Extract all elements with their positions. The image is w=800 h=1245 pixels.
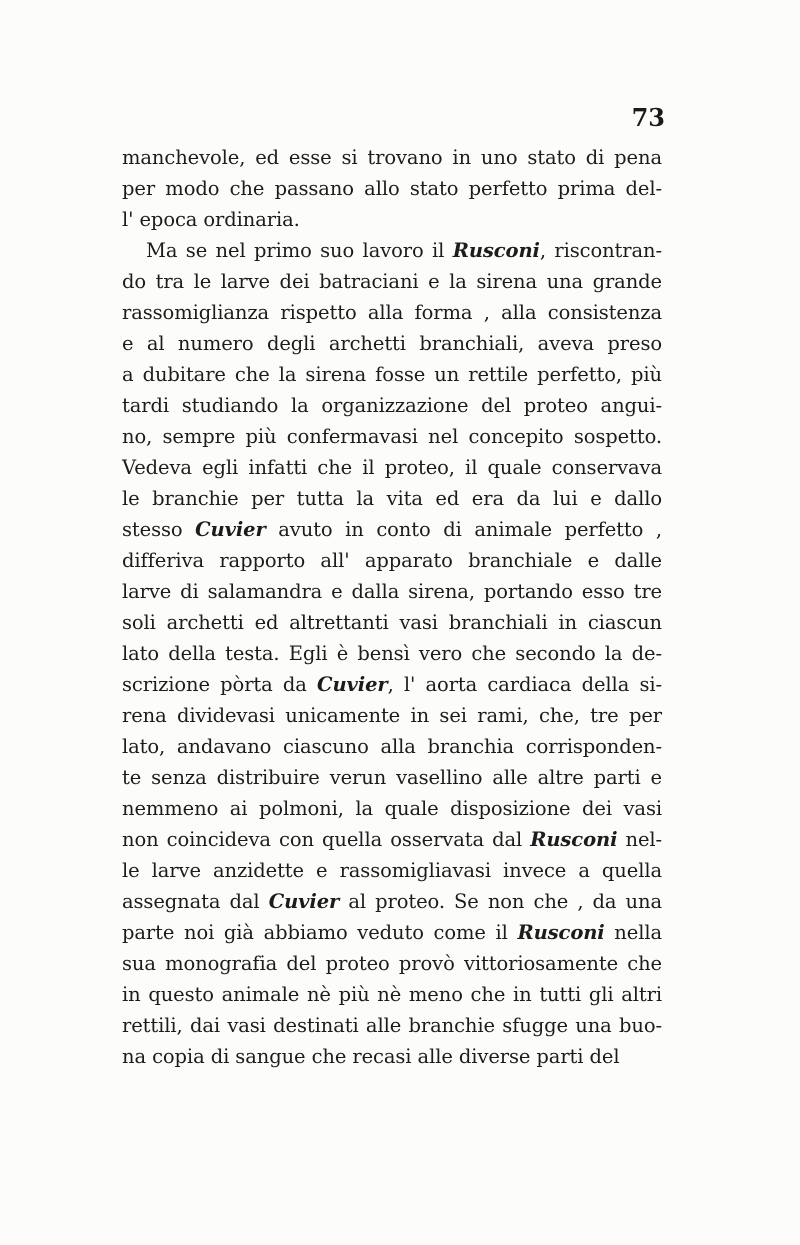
text-segment: tardi studiando la organizzazione del proteo angui- (122, 394, 662, 417)
text-segment: no, sempre più confermavasi nel concepito sospetto. (122, 425, 662, 448)
text-line (122, 514, 662, 545)
text-segment: a dubitare che la sirena fosse un rettile perfetto, più (122, 363, 662, 386)
text-line (122, 793, 662, 824)
italic-name: Cuvier (317, 673, 388, 696)
text-line (122, 979, 662, 1010)
text-segment: differiva rapporto all' apparato branchiale e dalle (122, 549, 662, 572)
text-line (122, 173, 662, 204)
text-line (122, 204, 662, 235)
text-segment: larve di salamandra e dalla sirena, portando esso tre (122, 580, 662, 603)
text-line (122, 886, 662, 917)
text-line (122, 731, 662, 762)
text-line (122, 855, 662, 886)
text-segment: rettili, dai vasi destinati alle branchie sfugge una buo- (122, 1014, 662, 1037)
text-line (122, 235, 662, 266)
text-segment: , l' aorta cardiaca della si- (387, 673, 662, 696)
italic-name: Rusconi (452, 239, 540, 262)
text-line (122, 917, 662, 948)
text-line (122, 700, 662, 731)
text-segment: do tra le larve dei batraciani e la sirena una grande (122, 270, 662, 293)
text-segment: sua monografia del proteo provò vittoriosamente che (122, 952, 662, 975)
text-line (122, 297, 662, 328)
text-line (122, 669, 662, 700)
text-segment: per modo che passano allo stato perfetto prima del- (122, 177, 662, 200)
text-segment: non coincideva con quella osservata dal (122, 828, 531, 851)
text-segment: e al numero degli archetti branchiali, aveva preso (122, 332, 662, 355)
text-line (122, 390, 662, 421)
text-line (122, 638, 662, 669)
text-line (122, 483, 662, 514)
text-segment: soli archetti ed altrettanti vasi branchiali in ciascun (122, 611, 662, 634)
text-segment: nemmeno ai polmoni, la quale disposizione dei vasi (122, 797, 662, 820)
text-segment: manchevole, ed esse si trovano in uno stato di pena (122, 146, 662, 169)
text-line (122, 328, 662, 359)
italic-name: Cuvier (268, 890, 340, 913)
text-line (122, 1010, 662, 1041)
text-line (122, 762, 662, 793)
text-line (122, 266, 662, 297)
text-segment: nel- (617, 828, 663, 851)
text-segment: stesso (122, 518, 196, 541)
text-segment: nella (604, 921, 663, 944)
text-segment: na copia di sangue che recasi alle diverse parti del (122, 1045, 620, 1068)
text-line (122, 545, 662, 576)
text-segment: lato della testa. Egli è bensì vero che secondo la de- (122, 642, 662, 665)
text-segment: le branchie per tutta la vita ed era da lui e dallo (122, 487, 662, 510)
text-line (122, 452, 662, 483)
text-line (122, 824, 662, 855)
text-segment: te senza distribuire verun vasellino alle altre parti e (122, 766, 662, 789)
text-segment: in questo animale nè più nè meno che in tutti gli altri (122, 983, 662, 1006)
text-segment: al proteo. Se non che , da una (339, 890, 662, 913)
text-segment: parte noi già abbiamo veduto come il (122, 921, 518, 944)
text-line (122, 1041, 662, 1072)
italic-name: Cuvier (195, 518, 266, 541)
text-line (122, 607, 662, 638)
text-line (122, 142, 662, 173)
text-segment: Ma se nel primo suo lavoro il (146, 239, 453, 262)
italic-name: Rusconi (517, 921, 605, 944)
page-number: 73 (631, 103, 665, 132)
text-segment: rena dividevasi unicamente in sei rami, che, tre per (122, 704, 662, 727)
text-segment: avuto in conto di animale perfetto , (265, 518, 662, 541)
text-segment: le larve anzidette e rassomigliavasi invece a quella (122, 859, 662, 882)
body-text (122, 142, 662, 1072)
text-line (122, 421, 662, 452)
text-segment: scrizione pòrta da (122, 673, 318, 696)
text-line (122, 359, 662, 390)
text-segment: l' epoca ordinaria. (122, 208, 300, 231)
text-segment: lato, andavano ciascuno alla branchia corrisponden- (122, 735, 662, 758)
text-line (122, 576, 662, 607)
text-segment: assegnata dal (122, 890, 269, 913)
text-segment: rassomiglianza rispetto alla forma , alla consistenza (122, 301, 662, 324)
italic-name: Rusconi (530, 828, 618, 851)
text-line (122, 948, 662, 979)
text-segment: , riscontran- (539, 239, 662, 262)
text-segment: Vedeva egli infatti che il proteo, il quale conservava (122, 456, 662, 479)
